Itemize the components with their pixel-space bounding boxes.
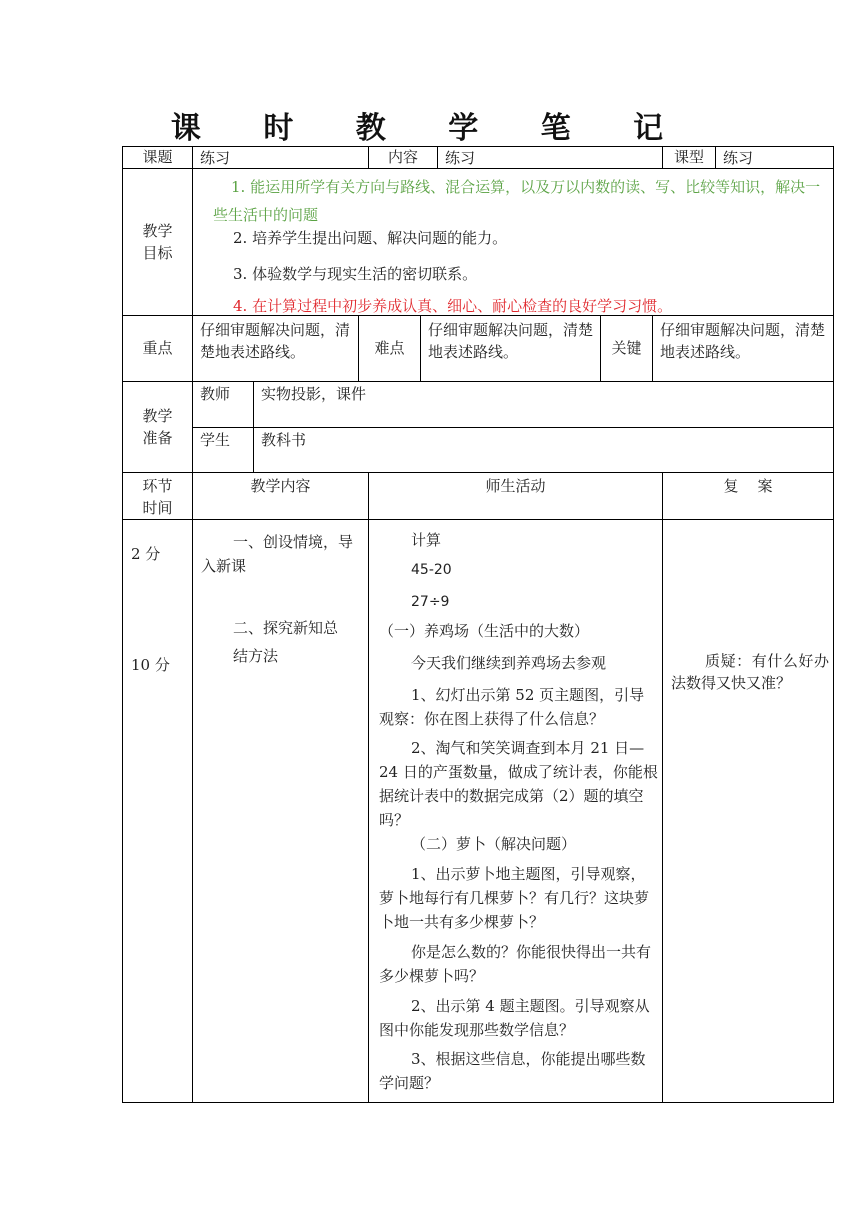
type-value-cell: 练习 [715, 146, 834, 169]
stage-1: 一、创设情境，导入新课 [201, 533, 354, 575]
topic-label-cell: 课题 [122, 146, 193, 169]
body-activity-cell [368, 519, 663, 1103]
goal-item-1: 1. 能运用所学有关方向与路线、混合运算，以及万以内数的读、写、比较等知识，解决一些生活中的问题 [213, 178, 821, 224]
prep-label-cell [122, 381, 193, 473]
type-label-cell: 课型 [662, 146, 716, 169]
section-2-heading: （二）萝卜（解决问题） [411, 835, 577, 853]
difficult-text-cell: 仔细审题解决问题，清楚地表述路线。 [420, 315, 601, 382]
col-header-review: 复 案 [662, 472, 834, 520]
col-header-activity: 师生活动 [368, 472, 663, 520]
goal-item-3: 3. 体验数学与现实生活的密切联系。 [233, 265, 478, 283]
goals-label-cell [122, 168, 193, 316]
goals-content-cell [192, 168, 834, 316]
calc-item-1: 45-20 [411, 562, 452, 578]
key-text-cell: 仔细审题解决问题，清楚地表述路线。 [192, 315, 359, 382]
col-header-stage-time-text: 环节时间 [142, 477, 173, 517]
student-value-cell: 教科书 [253, 427, 834, 473]
para-2: 2、淘气和笑笑调查到本月 21 日—24 日的产蛋数量，做成了统计表，你能根据统计表中的数据完成第（2）题的填空吗？ [379, 739, 658, 829]
difficult-label-cell: 难点 [358, 315, 421, 382]
review-note: 质疑：有什么好办法数得又快又准？ [671, 652, 829, 692]
body-time-cell [122, 519, 193, 1103]
crux-label-cell: 关键 [600, 315, 653, 382]
key-label-cell: 重点 [122, 315, 193, 382]
para-1: 1、幻灯出示第 52 页主题图，引导观察：你在图上获得了什么信息？ [379, 686, 645, 728]
calc-label: 计算 [411, 531, 442, 549]
body-content-cell [192, 519, 369, 1103]
goals-label: 教学目标 [142, 222, 173, 262]
teacher-value-cell: 实物投影，课件 [253, 381, 834, 428]
time-2: 10 分 [131, 656, 170, 674]
content-label-cell: 内容 [368, 146, 438, 169]
crux-text-cell: 仔细审题解决问题，清楚地表述路线。 [652, 315, 834, 382]
goal-item-4: 4. 在计算过程中初步养成认真、细心、耐心检查的良好学习习惯。 [233, 297, 673, 315]
content-value-cell: 练习 [437, 146, 663, 169]
stage-2: 二、探究新知总结方法 [233, 619, 339, 665]
body-review-cell [662, 519, 834, 1103]
col-header-stage-time [122, 472, 193, 520]
para-5: 2、出示第 4 题主题图。引导观察从图中你能发现那些数学信息？ [379, 997, 650, 1039]
calc-item-2: 27÷9 [411, 594, 450, 610]
lead-1: 今天我们继续到养鸡场去参观 [411, 654, 607, 672]
teacher-label-cell: 教师 [192, 381, 254, 428]
prep-label: 教学准备 [142, 407, 173, 447]
col-header-content: 教学内容 [192, 472, 369, 520]
section-1-heading: （一）养鸡场（生活中的大数） [379, 622, 590, 640]
goal-item-2: 2. 培养学生提出问题、解决问题的能力。 [233, 229, 508, 247]
para-3: 1、出示萝卜地主题图，引导观察，萝卜地每行有几棵萝卜？有几行？这块萝卜地一共有多少棵萝卜？ [379, 865, 650, 931]
para-6: 3、根据这些信息，你能提出哪些数学问题？ [379, 1050, 646, 1092]
page-title: 课 时 教 学 笔 记 [170, 111, 690, 146]
para-4: 你是怎么数的？你能很快得出一共有多少棵萝卜吗？ [379, 943, 652, 985]
time-1: 2 分 [131, 545, 161, 563]
topic-value-cell: 练习 [192, 146, 369, 169]
student-label-cell: 学生 [192, 427, 254, 473]
